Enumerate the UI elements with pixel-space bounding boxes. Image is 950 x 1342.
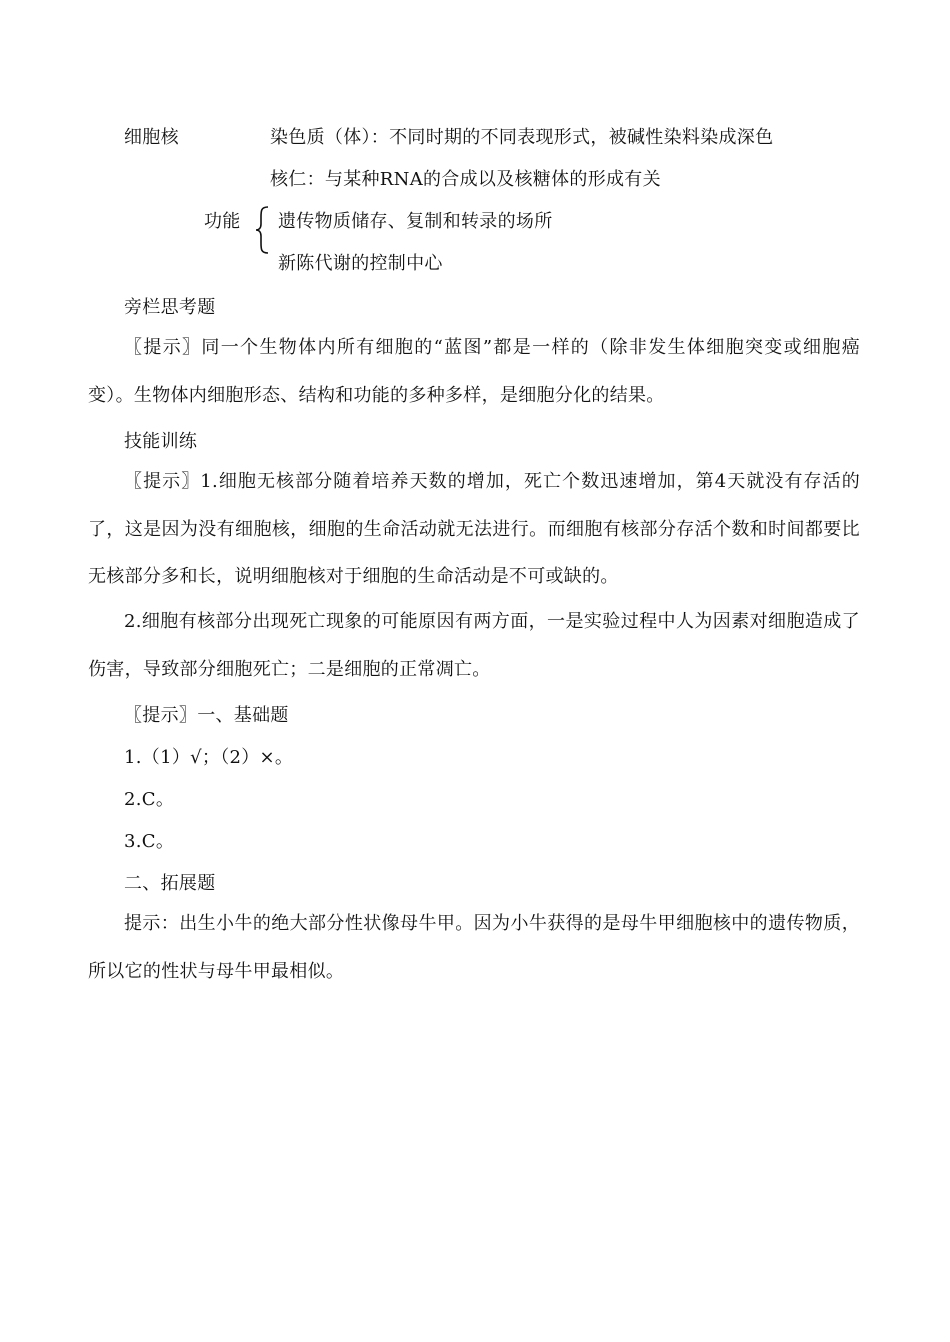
extension-hint-paragraph: 提示：出生小牛的绝大部分性状像母牛甲。因为小牛获得的是母牛甲细胞核中的遗传物质，所以它的性状与母牛甲最相似。 bbox=[88, 913, 860, 982]
answer-1: 1.（1）√；（2）×。 bbox=[124, 747, 294, 768]
skill-hint-paragraph-1: 〖提示〗1.细胞无核部分随着培养天数的增加，死亡个数迅速增加，第4天就没有存活的了，这是因为没有细胞核，细胞的生命活动就无法进行。而细胞有核部分存活个数和时间都要比无核部分多和长，说明细胞核对于细胞的生命活动是不可或缺的。 bbox=[88, 471, 860, 587]
exercise-heading: 〖提示〗一、基础题 bbox=[124, 705, 289, 726]
function-item-1: 遗传物质储存、复制和转录的场所 bbox=[278, 211, 553, 232]
answer-2: 2.C。 bbox=[124, 789, 175, 810]
answer-3: 3.C。 bbox=[124, 831, 175, 852]
curly-brace-icon bbox=[254, 205, 272, 255]
extension-heading: 二、拓展题 bbox=[124, 873, 216, 894]
skill-hint-paragraph-2: 2.细胞有核部分出现死亡现象的可能原因有两方面，一是实验过程中人为因素对细胞造成了伤害，导致部分细胞死亡；二是细胞的正常凋亡。 bbox=[88, 611, 860, 680]
nucleus-label: 细胞核 bbox=[124, 127, 179, 148]
skill-heading: 技能训练 bbox=[124, 431, 198, 452]
function-item-2: 新陈代谢的控制中心 bbox=[278, 253, 443, 274]
nucleolus-text: 核仁：与某种RNA的合成以及核糖体的形成有关 bbox=[270, 169, 661, 190]
function-label: 功能 bbox=[204, 211, 241, 232]
sidebar-heading: 旁栏思考题 bbox=[124, 297, 216, 318]
chromatin-text: 染色质（体）：不同时期的不同表现形式，被碱性染料染成深色 bbox=[270, 127, 774, 148]
sidebar-hint-paragraph: 〖提示〗同一个生物体内所有细胞的“蓝图”都是一样的（除非发生体细胞突变或细胞癌变）。生物体内细胞形态、结构和功能的多种多样，是细胞分化的结果。 bbox=[88, 337, 860, 406]
